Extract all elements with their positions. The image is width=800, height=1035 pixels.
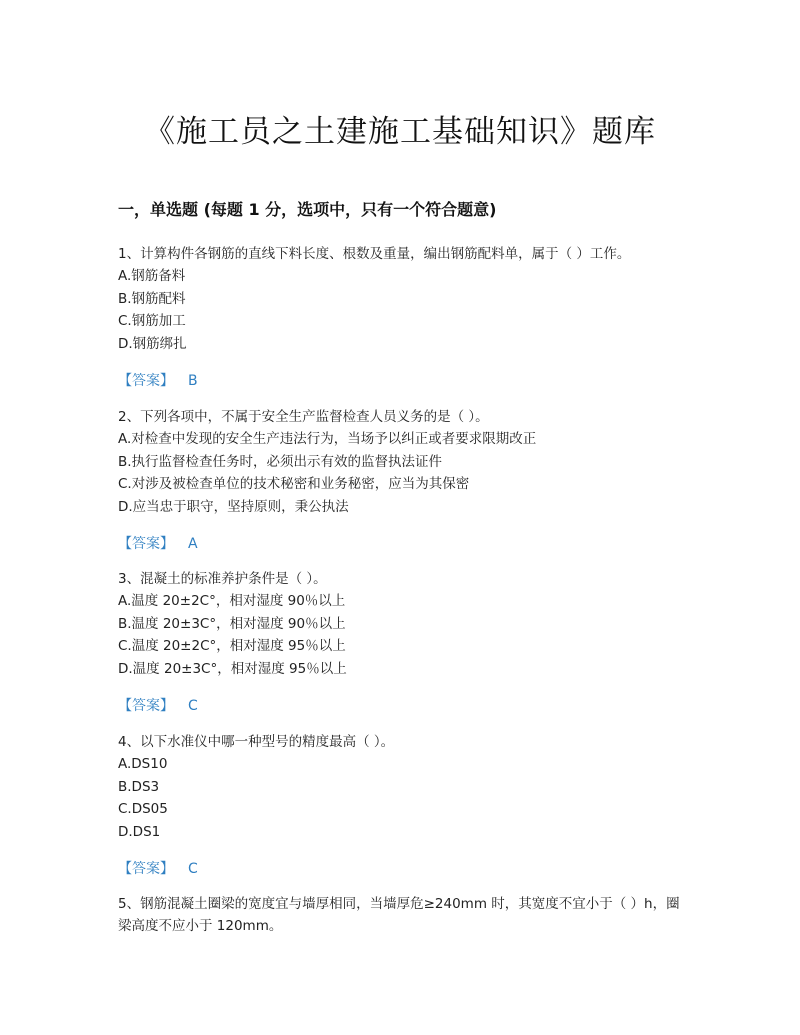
question-4 (118, 731, 698, 843)
answer-3 (118, 695, 198, 715)
answer-label: 【答案】 (118, 373, 174, 389)
section-heading: 一，单选题 (每题 1 分，选项中，只有一个符合题意) (118, 200, 497, 219)
option-b: B.温度 20±3C°，相对湿度 90％以上 (118, 615, 346, 632)
answer-label: 【答案】 (118, 861, 174, 877)
answer-label: 【答案】 (118, 536, 174, 552)
question-2 (118, 406, 698, 518)
page-title: 《施工员之土建施工基础知识》题库 (144, 114, 656, 150)
option-c: C.温度 20±2C°，相对湿度 95％以上 (118, 638, 346, 654)
answer-1 (118, 370, 198, 390)
option-d: D.钢筋绑扎 (118, 335, 187, 352)
answer-value: C (188, 861, 198, 877)
question-stem: 5、钢筋混凝土圈梁的宽度宜与墙厚相同，当墙厚危≥240mm 时，其宽度不宜小于（ ）h，圈梁高度不应小于 120mm。 (118, 896, 680, 934)
option-c: C.对涉及被检查单位的技术秘密和业务秘密，应当为其保密 (118, 476, 470, 492)
question-3 (118, 568, 698, 680)
question-1 (118, 243, 698, 355)
answer-value: C (188, 698, 198, 714)
answer-value: A (188, 536, 198, 552)
option-d: D.应当忠于职守，坚持原则，秉公执法 (118, 498, 349, 515)
option-a: A.温度 20±2C°，相对湿度 90％以上 (118, 593, 346, 609)
option-b: B.DS3 (118, 778, 160, 795)
answer-2 (118, 533, 198, 553)
option-a: A.钢筋备料 (118, 268, 186, 284)
option-c: C.DS05 (118, 801, 168, 817)
question-stem: 4、以下水准仪中哪一种型号的精度最高（ ）。 (118, 734, 395, 750)
option-a: A.DS10 (118, 756, 168, 772)
answer-4 (118, 858, 198, 878)
option-a: A.对检查中发现的安全生产违法行为，当场予以纠正或者要求限期改正 (118, 431, 537, 447)
option-d: D.DS1 (118, 823, 161, 840)
question-stem: 1、计算构件各钢筋的直线下料长度、根数及重量，编出钢筋配料单，属于（ ）工作。 (118, 246, 631, 262)
question-5 (118, 893, 688, 937)
option-c: C.钢筋加工 (118, 313, 186, 329)
question-stem: 3、混凝土的标准养护条件是（ ）。 (118, 571, 327, 587)
answer-value: B (188, 373, 198, 389)
option-b: B.执行监督检查任务时，必须出示有效的监督执法证件 (118, 453, 443, 470)
question-stem: 2、下列各项中，不属于安全生产监督检查人员义务的是（ ）。 (118, 409, 489, 425)
answer-label: 【答案】 (118, 698, 174, 714)
option-d: D.温度 20±3C°，相对湿度 95％以上 (118, 660, 347, 677)
option-b: B.钢筋配料 (118, 290, 186, 307)
